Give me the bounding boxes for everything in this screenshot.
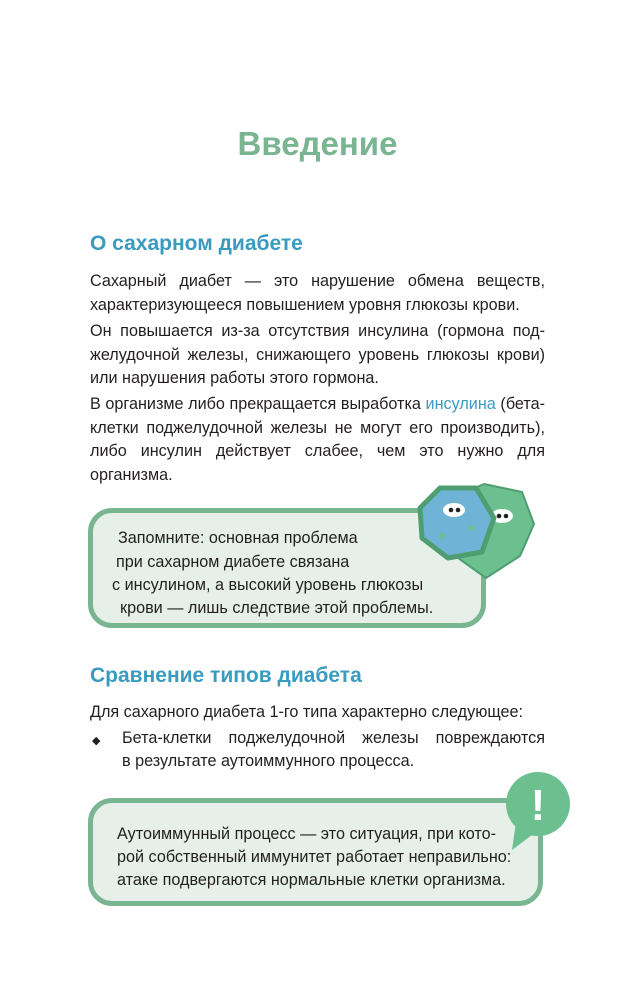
exclamation-bubble-icon [502,770,576,852]
section-heading-diabetes-types: Сравнение типов диабета [90,664,362,687]
exclamation-mark: ! [530,781,546,830]
paragraph-type1-intro: Для сахарного диабета 1-го типа характерно следующее: [90,703,523,721]
paragraph-mechanism-start: В организме либо прекращается выработка [90,395,426,413]
callout-line: с инсулином, а высокий уровень глюкозы [112,576,424,594]
page-title: Введение [237,125,398,162]
callout-line: Аутоиммунный процесс — это ситуация, при кото- [117,825,497,843]
paragraph-cause: Он повышается из-за отсутствия инсулина (гормона поджелудочной железы, снижающего уровень глюкозы крови) или нарушения работы этого гормона. [90,322,545,387]
blue-cell-icon [420,488,494,558]
bullet-diamond-icon: ◆ [92,735,101,747]
bullet-item-beta-cells-continued: в результате аутоиммунного процесса. [122,752,415,770]
paragraph-mechanism-end: (бета-клетки поджелудочной железы не могут его производить), либо инсулин действует слабее, чем это нужно для организма. [90,395,545,484]
insulin-link[interactable]: инсулина [425,395,496,413]
callout-line: рой собственный иммунитет работает неправильно: [117,848,512,866]
callout-line: при сахарном диабете связана [116,553,350,571]
callout-line: крови — лишь следствие этой проблемы. [120,599,434,617]
paragraph-mechanism [90,393,545,487]
callout-line: атаке подвергаются нормальные клетки организма. [117,871,506,889]
bullet-item-beta-cells: Бета-клетки поджелудочной железы повреждаются [122,729,545,747]
cells-illustration [410,478,540,586]
callout-line: Запомните: основная проблема [118,529,358,547]
section-heading-about-diabetes: О сахарном диабете [90,232,303,255]
paragraph-definition: Сахарный диабет — это нарушение обмена веществ, характеризующееся повышением уровня глюкозы крови. [90,272,545,314]
